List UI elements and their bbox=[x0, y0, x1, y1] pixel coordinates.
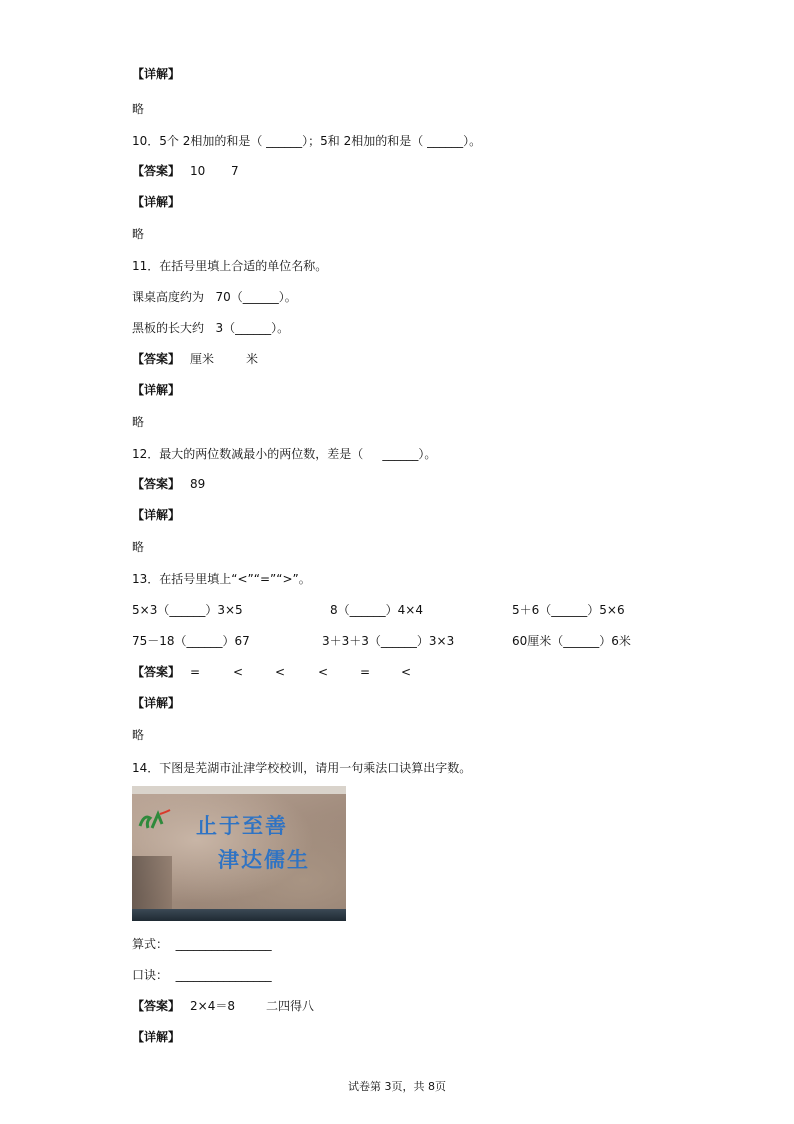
answer-value: 7 bbox=[231, 164, 239, 178]
answer-label: 【答案】 bbox=[132, 665, 181, 679]
school-motto-photo bbox=[132, 786, 346, 921]
school-logo-icon bbox=[136, 808, 174, 834]
explanation-heading: 【详解】 bbox=[132, 67, 181, 81]
explanation-heading: 【详解】 bbox=[132, 383, 181, 397]
answer-value: < bbox=[233, 665, 244, 679]
rhyme-blank: 口诀： ________________ bbox=[132, 968, 272, 982]
question-13-item: 3＋3＋3（______）3×3 bbox=[322, 634, 455, 648]
explanation-text: 略 bbox=[132, 227, 145, 241]
explanation-heading: 【详解】 bbox=[132, 195, 181, 209]
motto-line-2: 津达儒生 bbox=[218, 847, 310, 872]
answer-label: 【答案】 bbox=[132, 477, 181, 491]
answer-value: = bbox=[360, 665, 371, 679]
question-13-item: 5＋6（______）5×6 bbox=[512, 603, 625, 617]
explanation-heading: 【详解】 bbox=[132, 1030, 181, 1044]
answer-value: < bbox=[318, 665, 329, 679]
formula-blank: 算式： ________________ bbox=[132, 937, 272, 951]
answer-label: 【答案】 bbox=[132, 164, 181, 178]
question-13-item: 5×3（______）3×5 bbox=[132, 603, 243, 617]
explanation-heading: 【详解】 bbox=[132, 696, 181, 710]
answer-value: < bbox=[275, 665, 286, 679]
answer-value: 厘米 bbox=[190, 352, 215, 366]
explanation-text: 略 bbox=[132, 415, 145, 429]
answer-value: < bbox=[401, 665, 412, 679]
question-12: 12．最大的两位数减最小的两位数，差是（ ______）。 bbox=[132, 447, 437, 461]
question-13-item: 60厘米（______）6米 bbox=[512, 634, 631, 648]
explanation-text: 略 bbox=[132, 102, 145, 116]
explanation-heading: 【详解】 bbox=[132, 508, 181, 522]
question-13-item: 8（______）4×4 bbox=[330, 603, 423, 617]
explanation-text: 略 bbox=[132, 728, 145, 742]
question-10: 10．5个 2相加的和是（ ______）；5和 2相加的和是（ ______）。 bbox=[132, 134, 482, 148]
question-13: 13．在括号里填上“<”“=”“>”。 bbox=[132, 572, 311, 586]
page-footer: 试卷第 3页，共 8页 bbox=[348, 1080, 446, 1093]
answer-value: 89 bbox=[190, 477, 206, 491]
question-11: 11．在括号里填上合适的单位名称。 bbox=[132, 259, 328, 273]
motto-line-1: 止于至善 bbox=[196, 813, 288, 838]
question-11-item: 黑板的长大约 3（______）。 bbox=[132, 321, 290, 335]
answer-value: 二四得八 bbox=[266, 999, 315, 1013]
answer-label: 【答案】 bbox=[132, 999, 181, 1013]
question-11-item: 课桌高度约为 70（______）。 bbox=[132, 290, 297, 304]
question-14: 14．下图是芜湖市沚津学校校训，请用一句乘法口诀算出字数。 bbox=[132, 761, 472, 775]
answer-label: 【答案】 bbox=[132, 352, 181, 366]
explanation-text: 略 bbox=[132, 540, 145, 554]
answer-value: 米 bbox=[246, 352, 259, 366]
answer-value: 2×4＝8 bbox=[190, 999, 235, 1013]
question-13-item: 75－18（______）67 bbox=[132, 634, 250, 648]
answer-value: 10 bbox=[190, 164, 206, 178]
answer-value: = bbox=[190, 665, 201, 679]
